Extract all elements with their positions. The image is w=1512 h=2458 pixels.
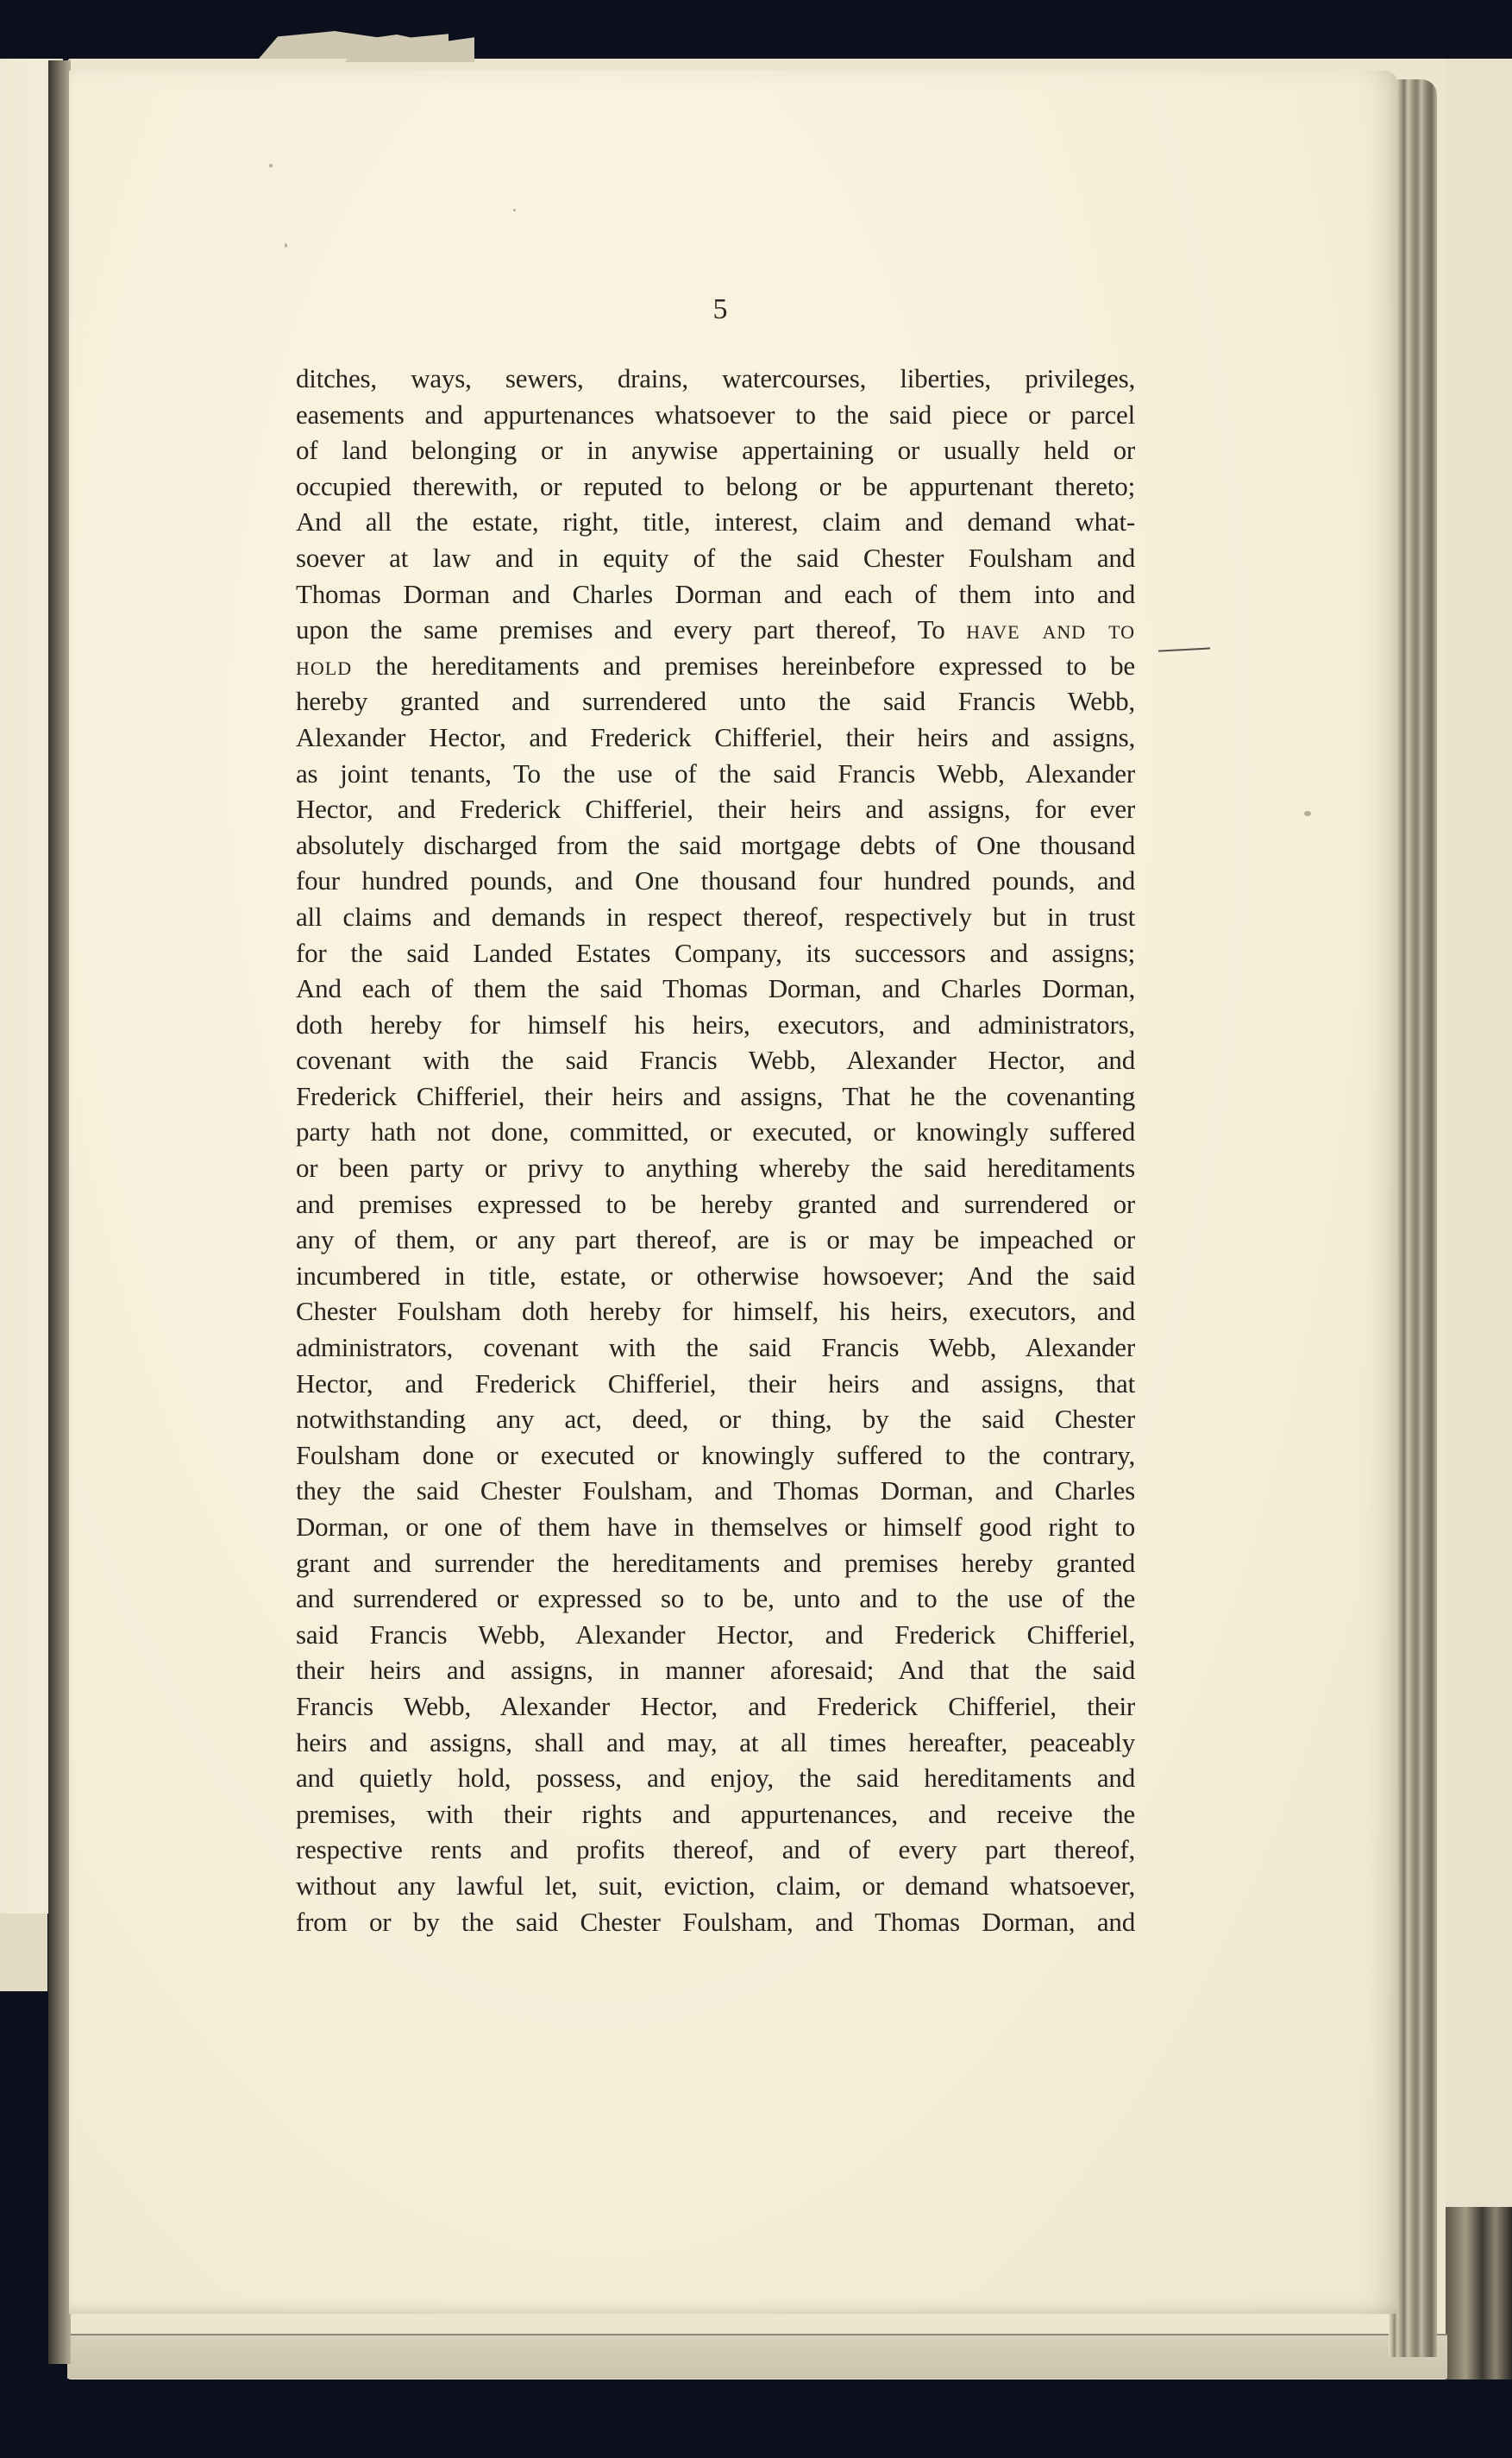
- gutter-shadow: [48, 60, 71, 2364]
- text-segment: upon the same premises and every part thereof, To: [296, 614, 945, 645]
- text-line: they the said Chester Foulsham, and Thomas Dorman, and Charles: [296, 1475, 1135, 1506]
- text-segment: the hereditaments and premises hereinbefore expressed to be: [375, 650, 1135, 681]
- text-line: Francis Webb, Alexander Hector, and Frederick Chifferiel, their: [296, 1690, 1135, 1721]
- text-line: their heirs and assigns, in manner aforesaid; And that the said: [296, 1655, 1135, 1686]
- text-line: premises, with their rights and appurtenances, and receive the: [296, 1798, 1135, 1829]
- paper-speck: [269, 164, 273, 167]
- text-line: and surrendered or expressed so to be, unto and to the use of the: [296, 1583, 1135, 1614]
- text-line: and premises expressed to be hereby granted and surrendered or: [296, 1188, 1135, 1219]
- text-line: And all the estate, right, title, interest, claim and demand what-: [296, 506, 1135, 537]
- text-line: or been party or privy to anything whereby the said hereditaments: [296, 1153, 1135, 1184]
- text-line: for the said Landed Estates Company, its successors and assigns;: [296, 937, 1135, 968]
- text-line: without any lawful let, suit, eviction, claim, or demand whatsoever,: [296, 1870, 1135, 1901]
- text-line: Hector, and Frederick Chifferiel, their heirs and assigns, for ever: [296, 794, 1135, 825]
- text-line: covenant with the said Francis Webb, Alexander Hector, and: [296, 1045, 1135, 1076]
- torn-page-edges: [1446, 2207, 1512, 2379]
- text-line: hereby granted and surrendered unto the said Francis Webb,: [296, 686, 1135, 717]
- text-line: Alexander Hector, and Frederick Chifferiel, their heirs and assigns,: [296, 721, 1135, 752]
- text-line: Chester Foulsham doth hereby for himself, his heirs, executors, and: [296, 1296, 1135, 1327]
- text-line: all claims and demands in respect thereof, respectively but in trust: [296, 901, 1135, 932]
- smallcaps-segment: hold: [296, 650, 353, 681]
- text-line: any of them, or any part thereof, are is or may be impeached or: [296, 1224, 1135, 1255]
- paper-speck: [285, 243, 287, 248]
- text-line: ditches, ways, sewers, drains, watercourses, liberties, privileges,: [296, 363, 1135, 393]
- text-line: heirs and assigns, shall and may, at all times hereafter, peaceably: [296, 1726, 1135, 1757]
- text-line: from or by the said Chester Foulsham, and Thomas Dorman, and: [296, 1906, 1135, 1937]
- text-line: four hundred pounds, and One thousand four hundred pounds, and: [296, 865, 1135, 896]
- body-text: [296, 361, 1135, 1939]
- text-line: [296, 612, 1135, 648]
- page-number: 5: [712, 293, 728, 325]
- text-line: administrators, covenant with the said Francis Webb, Alexander: [296, 1332, 1135, 1363]
- text-line: party hath not done, committed, or executed, or knowingly suffered: [296, 1116, 1135, 1147]
- text-line: occupied therewith, or reputed to belong or be appurtenant thereto;: [296, 470, 1135, 501]
- text-line: Foulsham done or executed or knowingly suffered to the contrary,: [296, 1439, 1135, 1470]
- text-line: easements and appurtenances whatsoever to the said piece or parcel: [296, 399, 1135, 430]
- text-line: Frederick Chifferiel, their heirs and assigns, That he the covenanting: [296, 1080, 1135, 1111]
- text-line: said Francis Webb, Alexander Hector, and Frederick Chifferiel,: [296, 1619, 1135, 1650]
- text-line: And each of them the said Thomas Dorman, and Charles Dorman,: [296, 973, 1135, 1004]
- text-line: as joint tenants, To the use of the said Francis Webb, Alexander: [296, 758, 1135, 789]
- text-line: respective rents and profits thereof, and of every part thereof,: [296, 1834, 1135, 1865]
- text-line: [296, 648, 1135, 684]
- back-page-strip: [1446, 59, 1512, 2207]
- text-line: Thomas Dorman and Charles Dorman and each of them into and: [296, 578, 1135, 609]
- smallcaps-segment: have and to: [966, 614, 1136, 645]
- text-line: and quietly hold, possess, and enjoy, the said hereditaments and: [296, 1763, 1135, 1794]
- text-line: Hector, and Frederick Chifferiel, their heirs and assigns, that: [296, 1367, 1135, 1399]
- text-line: absolutely discharged from the said mortgage debts of One thousand: [296, 829, 1135, 860]
- paper-speck: [1304, 811, 1311, 816]
- text-line: grant and surrender the hereditaments and premises hereby granted: [296, 1547, 1135, 1578]
- facing-page-corner: [0, 1914, 47, 1991]
- text-line: Dorman, or one of them have in themselves or himself good right to: [296, 1512, 1135, 1542]
- text-line: notwithstanding any act, deed, or thing, by the said Chester: [296, 1404, 1135, 1435]
- paper-speck: [513, 209, 516, 211]
- text-line: doth hereby for himself his heirs, executors, and administrators,: [296, 1009, 1135, 1040]
- page-stack-bottom: [67, 2334, 1447, 2379]
- text-line: of land belonging or in anywise appertaining or usually held or: [296, 435, 1135, 466]
- text-line: incumbered in title, estate, or otherwise howsoever; And the said: [296, 1260, 1135, 1291]
- text-line: soever at law and in equity of the said Chester Foulsham and: [296, 542, 1135, 573]
